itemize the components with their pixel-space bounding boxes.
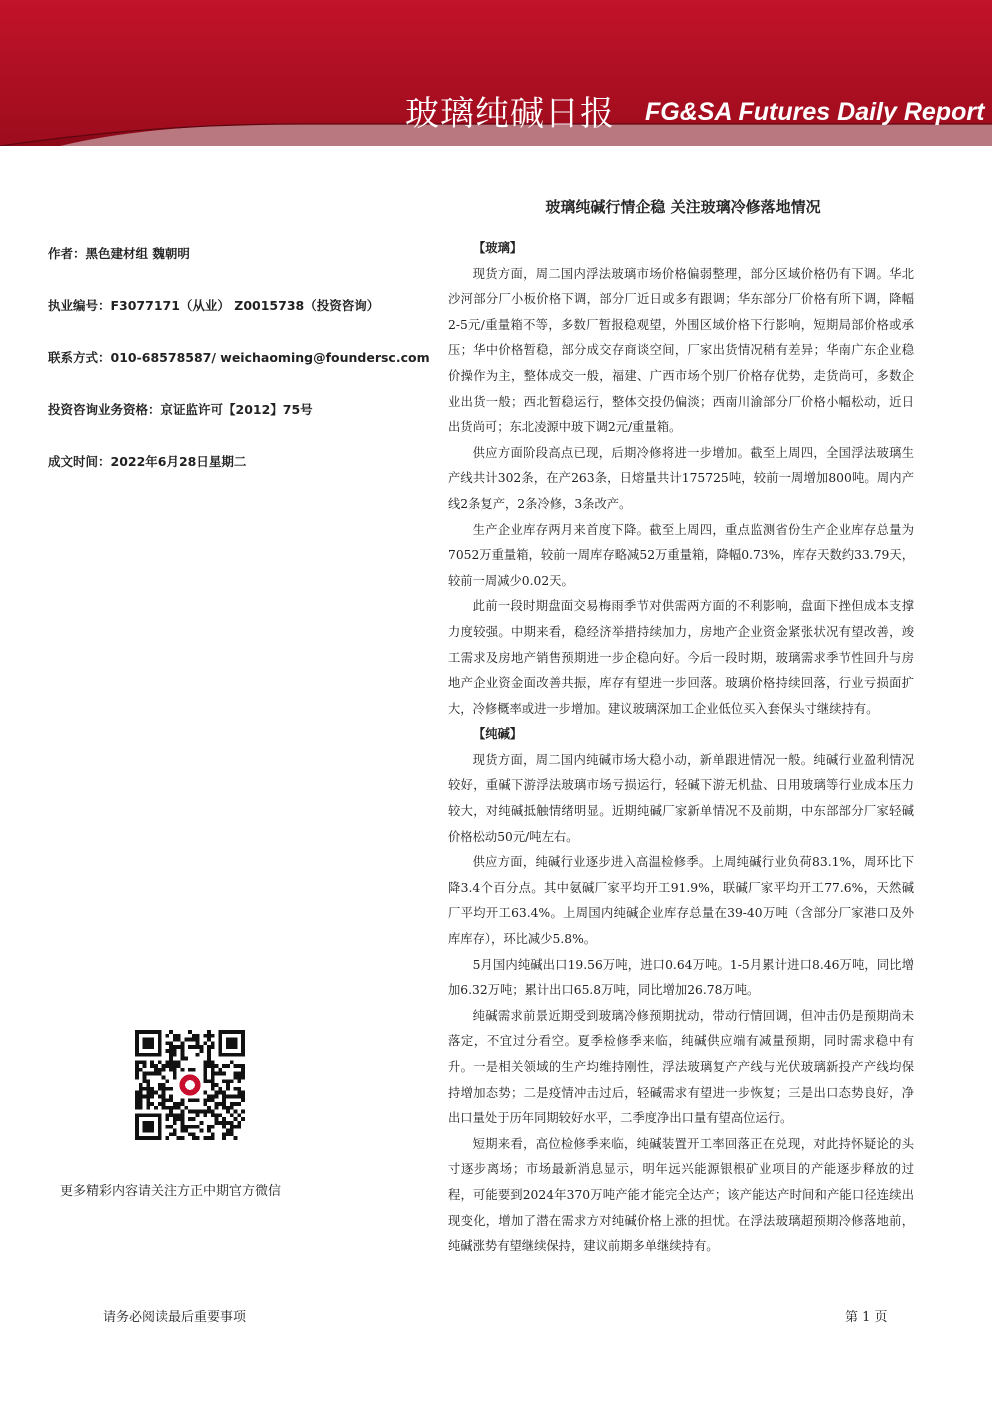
report-type-title-en: FG&SA Futures Daily Report bbox=[645, 98, 985, 126]
author-info bbox=[48, 244, 438, 504]
date-line: 成文时间：2022年6月28日星期二 bbox=[48, 454, 247, 469]
soda-paragraph: 纯碱需求前景近期受到玻璃冷修预期扰动，带动行情回调，但冲击仍是预期尚未落定，不宜过分看空。夏季检修季来临，纯碱供应端有减量预期，同时需求稳中有升。一是相关领域的生产均维持刚性，浮法玻璃复产产线与光伏玻璃新投产产线均保持增加态势；二是疫情冲击过后，轻碱需求有望进一步恢复；三是出口态势良好，净出口量处于历年同期较好水平，二季度净出口量有望高位运行。 bbox=[448, 1008, 914, 1126]
page-number: 第 1 页 bbox=[845, 1310, 888, 1325]
soda-paragraph: 现货方面，周二国内纯碱市场大稳小动，新单跟进情况一般。纯碱行业盈利情况较好，重碱下游浮法玻璃市场亏损运行，轻碱下游无机盐、日用玻璃等行业成本压力较大，对纯碱抵触情绪明显。近期纯碱厂家新单情况不及前期，中东部部分厂家轻碱价格松动50元/吨左右。 bbox=[448, 752, 914, 844]
header-banner bbox=[0, 0, 992, 146]
glass-paragraph: 供应方面阶段高点已现，后期冷修将进一步增加。截至上周四，全国浮法玻璃生产线共计302条，在产263条，日熔量共计175725吨，较前一周增加800吨。周内产线2条复产，2条冷修，3条改产。 bbox=[448, 445, 914, 511]
glass-section-heading: 【玻璃】 bbox=[473, 241, 523, 255]
qr-caption: 更多精彩内容请关注方正中期官方微信 bbox=[60, 1184, 282, 1199]
wechat-qr-code-icon bbox=[135, 1030, 245, 1140]
report-type-title-cn: 玻璃纯碱日报 bbox=[405, 94, 615, 134]
glass-paragraph: 现货方面，周二国内浮法玻璃市场价格偏弱整理，部分区域价格仍有下调。华北沙河部分厂小板价格下调，部分厂近日或多有跟调；华东部分厂价格有所下调，降幅2-5元/重量箱不等，多数厂暂报稳观望，外围区域价格下行影响，短期局部价格或承压；华中价格暂稳，部分成交存商谈空间，厂家出货情况稍有差异；华南广东企业稳价操作为主，整体成交一般，福建、广西市场个别厂价格存优势，走货尚可，多数企业出货一般；西北暂稳运行，整体交投仍偏淡；西南川渝部分厂价格小幅松动，近日出货尚可；东北凌源中玻下调2元/重量箱。 bbox=[448, 266, 914, 435]
glass-paragraph: 生产企业库存两月来首度下降。截至上周四，重点监测省份生产企业库存总量为7052万重量箱，较前一周库存略减52万重量箱，降幅0.73%，库存天数约33.79天，较前一周减少0.02天。 bbox=[448, 522, 914, 588]
glass-paragraph: 此前一段时期盘面交易梅雨季节对供需两方面的不利影响，盘面下挫但成本支撑力度较强。中期来看，稳经济举措持续加力，房地产企业资金紧张状况有望改善，竣工需求及房地产销售预期进一步企稳向好。今后一段时期，玻璃需求季节性回升与房地产企业资金面改善共振，库存有望进一步回落。玻璃价格持续回落，行业亏损面扩大，冷修概率或进一步增加。建议玻璃深加工企业低位买入套保头寸继续持有。 bbox=[448, 599, 914, 716]
qualification-line: 投资咨询业务资格：京证监许可【2012】75号 bbox=[48, 402, 313, 417]
report-title: 玻璃纯碱行情企稳 关注玻璃冷修落地情况 bbox=[545, 198, 821, 216]
license-line: 执业编号：F3077171（从业） Z0015738（投资咨询） bbox=[48, 298, 380, 313]
soda-paragraph: 供应方面，纯碱行业逐步进入高温检修季。上周纯碱行业负荷83.1%，周环比下降3.4个百分点。其中氨碱厂家平均开工91.9%，联碱厂家平均开工77.6%，天然碱厂平均开工63.4%。上周国内纯碱企业库存总量在39-40万吨（含部分厂家港口及外库库存），环比减少5.8%。 bbox=[448, 855, 914, 947]
footer-notice: 请务必阅读最后重要事项 bbox=[103, 1310, 247, 1325]
soda-paragraph: 短期来看，高位检修季来临，纯碱装置开工率回落正在兑现，对此持怀疑论的头寸逐步离场；市场最新消息显示，明年远兴能源银根矿业项目的产能逐步释放的过程，可能要到2024年370万吨产能才能完全达产；该产能达产时间和产能口径连续出现变化，增加了潜在需求方对纯碱价格上涨的担忧。在浮法玻璃超预期冷修落地前，纯碱涨势有望继续保持，建议前期多单继续持有。 bbox=[448, 1136, 914, 1254]
report-body bbox=[448, 236, 914, 1260]
contact-line: 联系方式：010-68578587/ weichaoming@foundersc.com bbox=[48, 350, 430, 365]
soda-paragraph: 5月国内纯碱出口19.56万吨，进口0.64万吨。1-5月累计进口8.46万吨，同比增加6.32万吨；累计出口65.8万吨，同比增加26.78万吨。 bbox=[448, 957, 914, 998]
author-line: 作者：黑色建材组 魏朝明 bbox=[48, 246, 190, 261]
soda-section-heading: 【纯碱】 bbox=[473, 727, 523, 742]
